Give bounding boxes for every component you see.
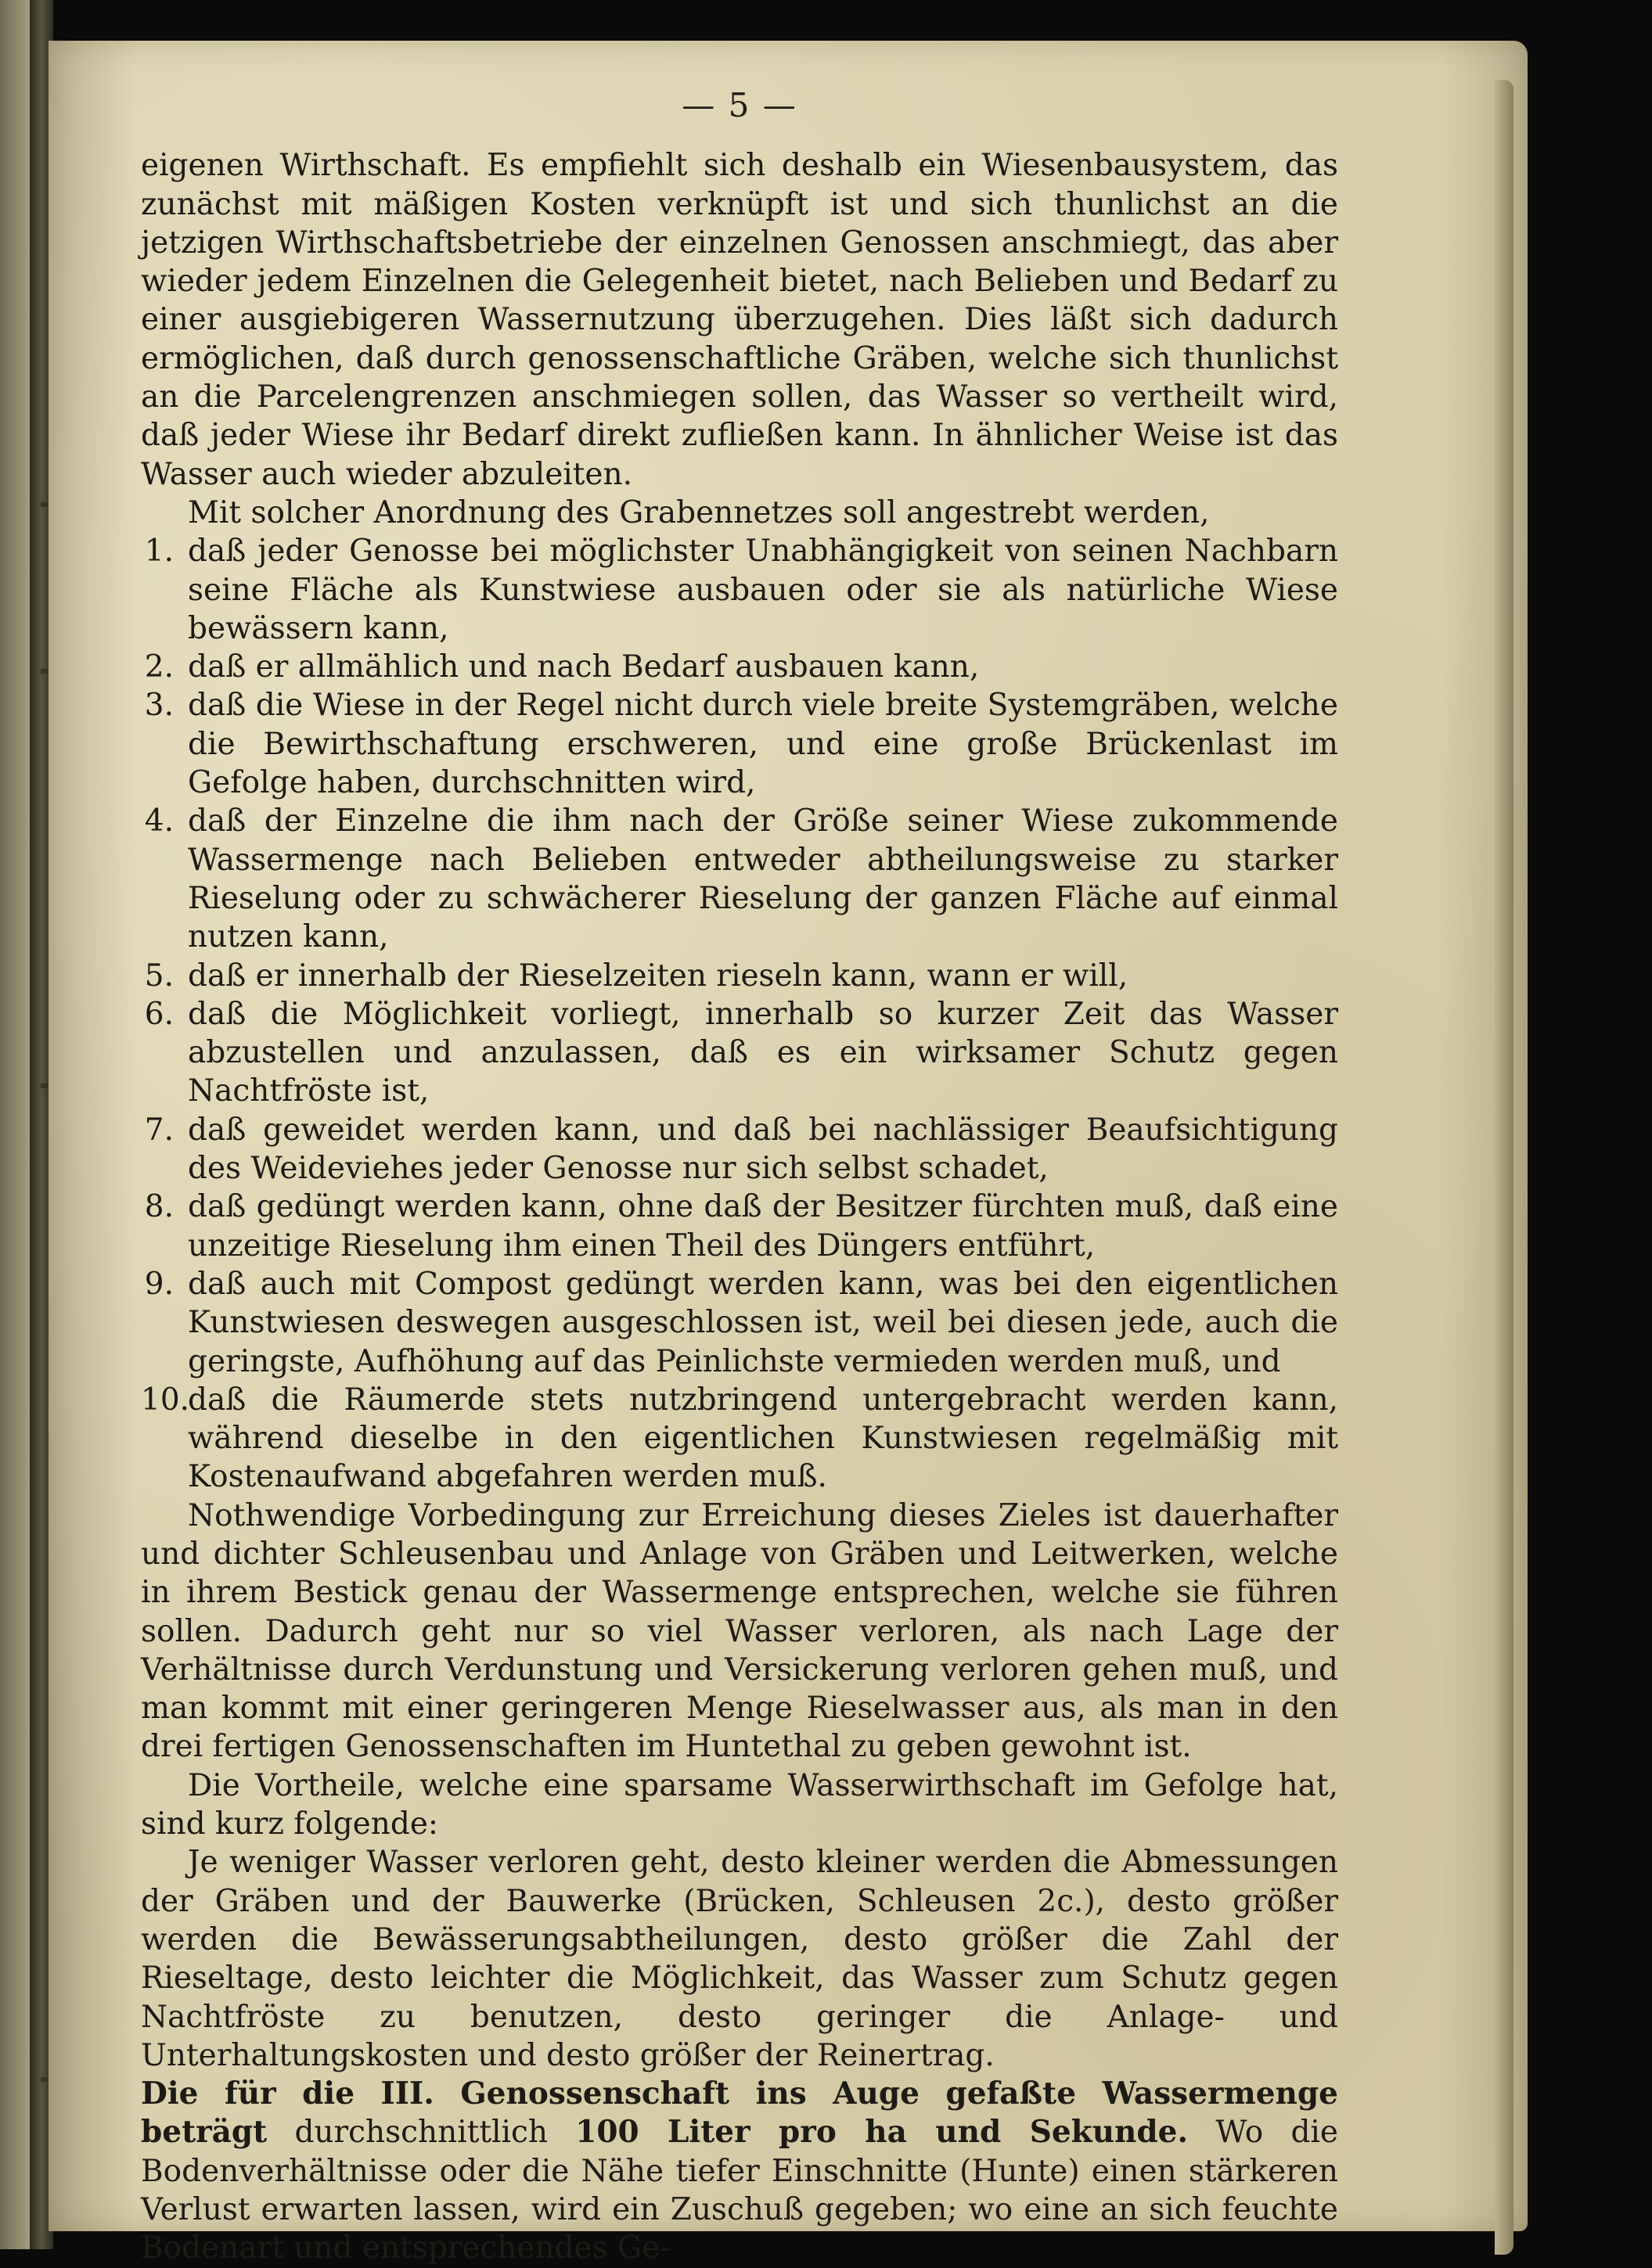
list-item	[141, 802, 1338, 956]
list-intro: Mit solcher Anordnung des Grabennetzes soll angestrebt werden,	[188, 494, 1210, 530]
list-item	[141, 957, 1338, 995]
list-number: 5.	[144, 958, 174, 994]
water-amount-paragraph	[141, 2075, 1338, 2267]
list-number: 8.	[144, 1189, 174, 1225]
page-number: — 5 —	[682, 86, 797, 124]
prerequisite-paragraph: Nothwendige Vorbedingung zur Erreichung dieses Zieles ist dauerhafter und dichter Schleusenbau und Anlage von Gräben und Leitwerken, welche in ihrem Bestick genau der Wassermenge entsprechen, welche sie führen sollen. Dadurch geht nur so viel Wasser verloren, als nach Lage der Verhältnisse durch Verdunstung und Versickerung verloren gehen muß, und man kommt mit einer geringeren Menge Rieselwasser aus, als man in den drei fertigen Genossenschaften im Huntethal zu geben gewohnt ist.	[141, 1497, 1338, 1765]
list-item	[141, 686, 1338, 802]
list-item	[141, 1381, 1338, 1497]
page-content	[141, 86, 1338, 2268]
list-number: 9.	[144, 1266, 174, 1302]
list-item	[141, 995, 1338, 1111]
list-number: 1.	[144, 534, 174, 570]
water-amount-value: 100 Liter pro ha und Sekunde.	[575, 2114, 1189, 2151]
margin-mark	[41, 1084, 49, 1088]
list-number: 6.	[144, 996, 174, 1032]
margin-mark	[41, 2077, 49, 2082]
list-text: daß gedüngt werden kann, ohne daß der Besitzer fürchten muß, daß eine unzeitige Rieselung ihm einen Theil des Düngers entführt,	[188, 1189, 1338, 1263]
list-text: daß die Wiese in der Regel nicht durch viele breite Systemgräben, welche die Bewirthschaftung erschweren, und eine große Brückenlast im Gefolge haben, durchschnitten wird,	[188, 688, 1338, 801]
goal-list	[141, 532, 1338, 1496]
list-text: daß er innerhalb der Rieselzeiten rieseln kann, wann er will,	[188, 958, 1128, 994]
margin-mark	[41, 502, 49, 507]
list-number: 10.	[141, 1382, 190, 1418]
list-text: daß geweidet werden kann, und daß bei nachlässiger Beaufsichtigung des Weideviehes jeder Genosse nur sich selbst schadet,	[188, 1112, 1338, 1187]
list-number: 4.	[144, 803, 174, 839]
list-text: daß jeder Genosse bei möglichster Unabhängigkeit von seinen Nachbarn seine Fläche als Kunstwiese ausbauen oder sie als natürliche Wiese bewässern kann,	[188, 534, 1338, 646]
list-item	[141, 1111, 1338, 1188]
water-amount-continuation: Wo die Bodenverhältnisse oder die Nähe tiefer Einschnitte (Hunte) einen stärkeren Verlust erwarten lassen, wird ein Zuschuß gegeben; wo eine an sich feuchte Bodenart und entsprechendes Ge-	[141, 2115, 1338, 2266]
list-text: daß der Einzelne die ihm nach der Größe seiner Wiese zukommende Wassermenge nach Belieben entweder abtheilungsweise zu starker Rieselung oder zu schwächerer Rieselung der ganzen Fläche auf einmal nutzen kann,	[188, 803, 1338, 955]
less-water-paragraph: Je weniger Wasser verloren geht, desto kleiner werden die Abmessungen der Gräben und der Bauwerke (Brücken, Schleusen 2c.), desto größer werden die Bewässerungsabtheilungen, desto größer die Zahl der Rieseltage, desto leichter die Möglichkeit, das Wasser zum Schutz gegen Nachtfröste zu benutzen, desto geringer die Anlage- und Unterhaltungskosten und desto größer der Reinertrag.	[141, 1845, 1338, 2073]
list-item	[141, 1265, 1338, 1381]
list-text: daß die Möglichkeit vorliegt, innerhalb so kurzer Zeit das Wasser abzustellen und anzulassen, daß es ein wirksamer Schutz gegen Nachtfröste ist,	[188, 996, 1338, 1109]
list-number: 2.	[144, 649, 174, 685]
margin-mark	[41, 669, 49, 674]
list-item	[141, 1188, 1338, 1265]
list-text: daß auch mit Compost gedüngt werden kann, was bei den eigentlichen Kunstwiesen deswegen ausgeschlossen ist, weil bei diesen jede, auch die geringste, Aufhöhung auf das Peinlichste vermieden werden muß, und	[188, 1266, 1338, 1379]
water-amount-text: durchschnittlich	[294, 2115, 548, 2151]
list-item	[141, 532, 1338, 648]
list-number: 7.	[144, 1112, 174, 1148]
list-number: 3.	[144, 688, 174, 724]
page-edge	[1495, 80, 1513, 2255]
intro-paragraph: eigenen Wirthschaft. Es empfiehlt sich deshalb ein Wiesenbausystem, das zunächst mit mäßigen Kosten verknüpft ist und sich thunlichst an die jetzigen Wirthschaftsbetriebe der einzelnen Genossen anschmiegt, das aber wieder jedem Einzelnen die Gelegenheit bietet, nach Belieben und Bedarf zu einer ausgiebigeren Wassernutzung überzugehen. Dies läßt sich dadurch ermöglichen, daß durch genossenschaftliche Gräben, welche sich thunlichst an die Parcelengrenzen anschmiegen sollen, das Wasser so vertheilt wird, daß jeder Wiese ihr Bedarf direkt zufließen kann. In ähnlicher Weise ist das Wasser auch wieder abzuleiten.	[141, 148, 1338, 492]
advantages-paragraph: Die Vortheile, welche eine sparsame Wasserwirthschaft im Gefolge hat, sind kurz folgende:	[141, 1767, 1338, 1842]
list-text: daß er allmählich und nach Bedarf ausbauen kann,	[188, 649, 980, 685]
list-item	[141, 648, 1338, 686]
list-text: daß die Räumerde stets nutzbringend untergebracht werden kann, während dieselbe in den eigentlichen Kunstwiesen regelmäßig mit Kostenaufwand abgefahren werden muß.	[188, 1382, 1338, 1495]
water-amount-bold: Die für die III. Genossenschaft ins Auge gefaßte Wassermenge beträgt	[141, 2076, 1338, 2151]
